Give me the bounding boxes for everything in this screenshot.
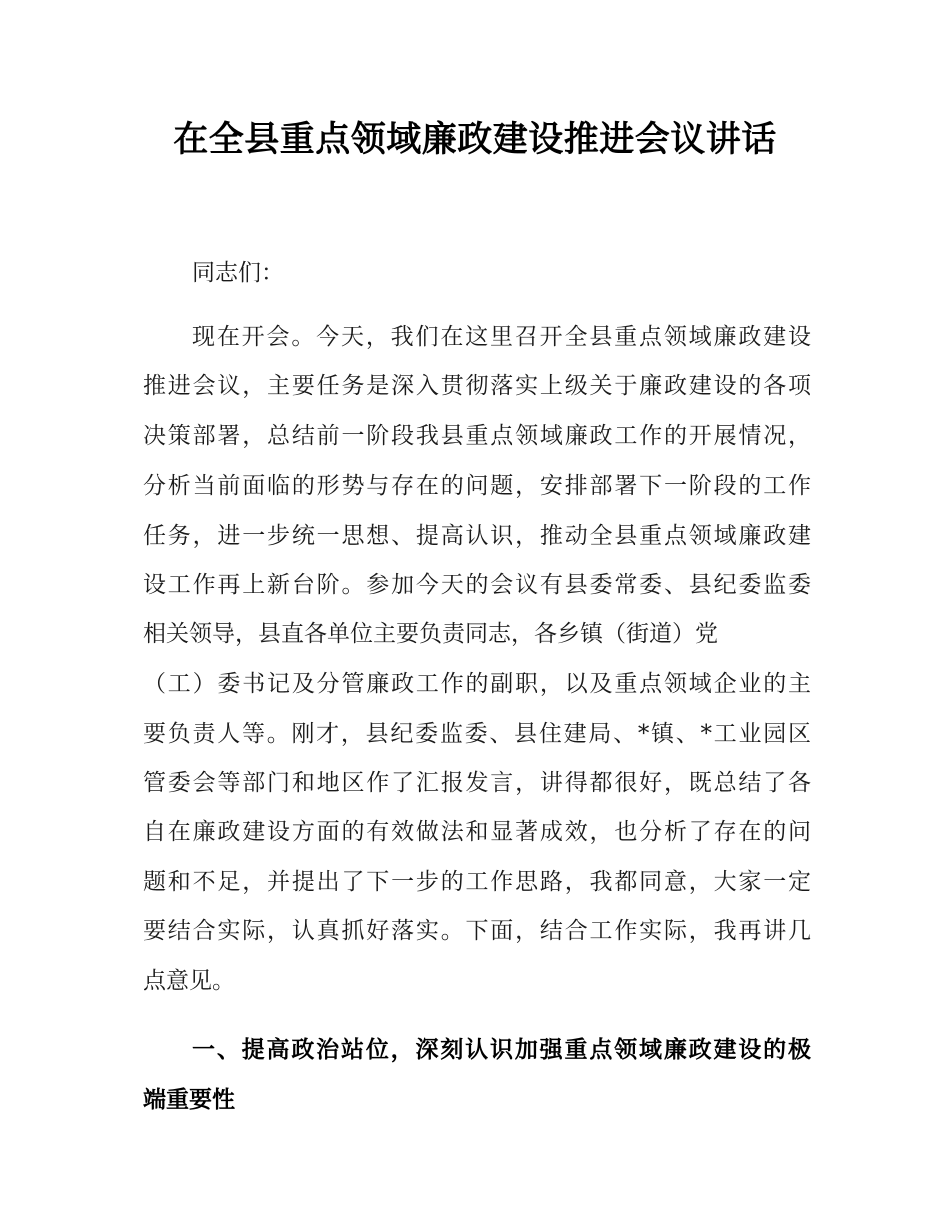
paragraph-line: 相关领导，县直各单位主要负责同志，各乡镇（街道）党 [143,621,718,647]
paragraph-line: 自在廉政建设方面的有效做法和显著成效，也分析了存在的问 [143,819,811,845]
paragraph-line: 题和不足，并提出了下一步的工作思路，我都同意，大家一定 [143,869,811,895]
paragraph-line: 推进会议，主要任务是深入贯彻落实上级关于廉政建设的各项 [143,373,811,399]
paragraph-line: 设工作再上新台阶。参加今天的会议有县委常委、县纪委监委 [143,572,811,598]
paragraph-line: 任务，进一步统一思想、提高认识，推动全县重点领域廉政建 [143,523,811,549]
paragraph-line: （工）委书记及分管廉政工作的副职，以及重点领域企业的主 [143,671,811,697]
paragraph-line: 管委会等部门和地区作了汇报发言，讲得都很好，既总结了各 [143,770,811,796]
paragraph-line: 要负责人等。刚才，县纪委监委、县住建局、*镇、*工业园区 [143,721,811,747]
section-heading-line: 一、提高政治站位，深刻认识加强重点领域廉政建设的极 [192,1037,811,1063]
section-heading-line: 端重要性 [143,1087,235,1113]
salutation: 同志们： [192,260,284,286]
paragraph-line: 决策部署，总结前一阶段我县重点领域廉政工作的开展情况， [143,423,811,449]
paragraph-line: 分析当前面临的形势与存在的问题，安排部署下一阶段的工作 [143,473,811,499]
document-title: 在全县重点领域廉政建设推进会议讲话 [173,119,777,160]
paragraph-line: 点意见。 [143,968,235,994]
paragraph-line: 要结合实际，认真抓好落实。下面，结合工作实际，我再讲几 [143,918,811,944]
paragraph-line: 现在开会。今天，我们在这里召开全县重点领域廉政建设 [192,324,811,350]
